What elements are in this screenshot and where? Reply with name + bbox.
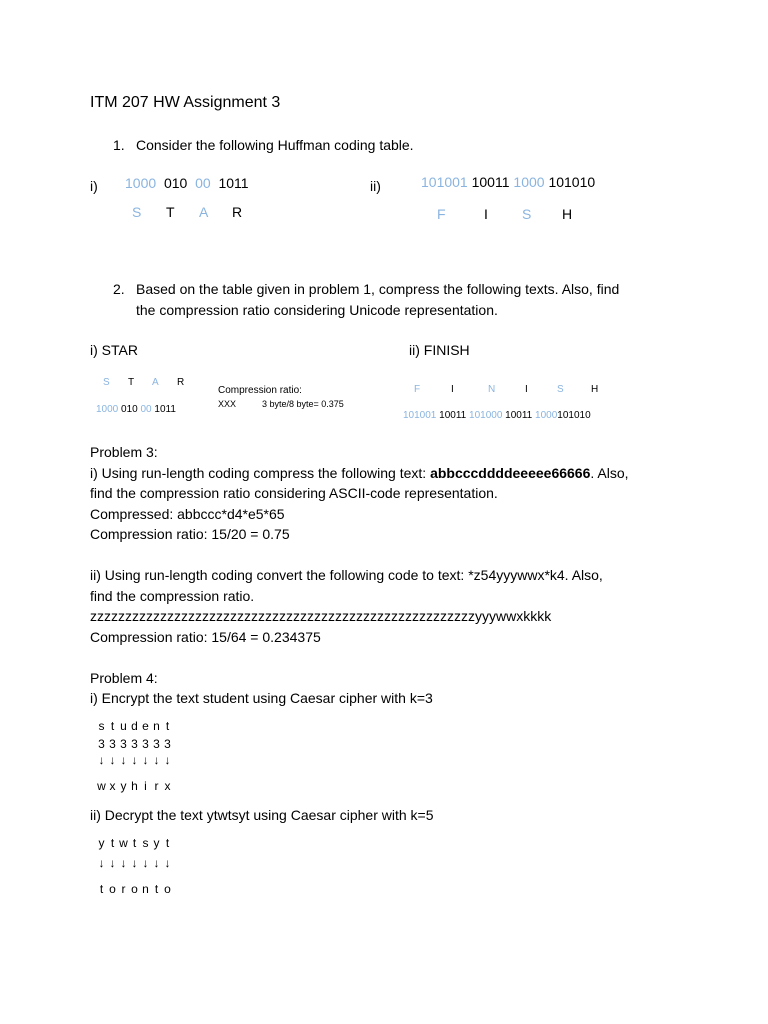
char: t (132, 836, 137, 850)
code-4: 101010 (548, 174, 596, 190)
char: y (153, 836, 160, 850)
char: r (121, 882, 126, 896)
code-3: 00 (140, 404, 152, 415)
q1-ii-letter-h: H (562, 206, 573, 222)
p4-ii-arrow-row (96, 857, 173, 869)
char: y (120, 779, 127, 793)
arrow-down-icon: ↓ (120, 753, 127, 767)
p4-i-plain-row (96, 719, 173, 733)
char: o (109, 882, 116, 896)
arrow-down-icon: ↓ (120, 856, 127, 870)
code-4: 1011 (154, 404, 176, 415)
char: o (131, 882, 138, 896)
char: n (153, 719, 160, 733)
char: t (110, 719, 115, 733)
char: t (165, 719, 170, 733)
arrow-down-icon: ↓ (142, 856, 149, 870)
q1-i-letter-s: S (132, 204, 142, 220)
char: h (131, 779, 138, 793)
code-3: 1000 (513, 174, 545, 190)
finish-codes (403, 410, 591, 421)
p3-ii-result: zzzzzzzzzzzzzzzzzzzzzzzzzzzzzzzzzzzzzzzzzzzzzzzzzzzzzzzyyywwxkkkk (90, 608, 552, 624)
finish-letter-f: F (414, 384, 421, 395)
q1-ii-letter-i: I (484, 206, 488, 222)
q1-ii-label: ii) (370, 178, 381, 194)
char: x (109, 779, 116, 793)
q1-i-label: i) (90, 178, 98, 194)
code-1: 101001 (403, 410, 437, 421)
char: n (142, 882, 149, 896)
q2-ii-heading: ii) FINISH (409, 342, 470, 358)
p3-i-text: abbcccddddeeeee66666 (430, 464, 591, 481)
arrow-down-icon: ↓ (131, 856, 138, 870)
p3-ratio2: Compression ratio: 15/64 = 0.234375 (90, 628, 321, 645)
spacer (90, 647, 629, 668)
char: x (164, 779, 171, 793)
char: t (154, 882, 159, 896)
code-1: 101001 (421, 174, 468, 190)
key: 3 (131, 737, 138, 751)
star-codes (96, 404, 176, 415)
q1-i-codes (125, 175, 249, 191)
code-2: 10011 (439, 410, 467, 421)
q1-ii-letter-s: S (522, 206, 532, 222)
char: e (142, 719, 149, 733)
finish-letter-i: I (451, 384, 454, 395)
code-1: 1000 (96, 404, 119, 415)
p4-i-cipher-row (96, 779, 173, 793)
key: 3 (109, 737, 116, 751)
char: s (142, 836, 149, 850)
p3-i-line1 (90, 463, 629, 484)
finish-letter-i2: I (525, 384, 528, 395)
code-3: 101000 (469, 410, 503, 421)
star-letter-a: A (152, 377, 159, 388)
ratio-value: 3 byte/8 byte= 0.375 (262, 399, 344, 409)
key: 3 (164, 737, 171, 751)
p3-ii-line1: ii) Using run-length coding convert the following code to text: *z54yyywwx*k4. Also, (90, 567, 603, 583)
key: 3 (98, 737, 105, 751)
p3-heading: Problem 3: (90, 444, 158, 460)
p3-i-prefix: i) Using run-length coding compress the following text: (90, 464, 431, 481)
char: t (99, 882, 104, 896)
code-2: 10011 (471, 174, 510, 190)
p4-i-key-row (96, 737, 173, 751)
p4-heading: Problem 4: (90, 669, 158, 686)
char: o (164, 882, 171, 896)
arrow-down-icon: ↓ (153, 856, 160, 870)
code-1: 1000 (125, 175, 157, 191)
q2-i-heading: i) STAR (90, 342, 138, 358)
code-4: 1011 (218, 175, 249, 191)
arrow-down-icon: ↓ (164, 856, 171, 870)
arrow-down-icon: ↓ (109, 856, 116, 870)
p4-i-arrow-row (96, 754, 173, 766)
arrow-down-icon: ↓ (109, 753, 116, 767)
star-letter-s: S (103, 377, 110, 388)
code-5: 1000 (535, 410, 558, 421)
spacer (90, 545, 629, 566)
p3-ii-line2: find the compression ratio. (90, 587, 255, 604)
char: i (144, 779, 147, 793)
p3-ratio1: Compression ratio: 15/20 = 0.75 (90, 526, 290, 542)
star-letter-r: R (177, 377, 185, 388)
char: y (98, 836, 105, 850)
arrow-down-icon: ↓ (153, 753, 160, 767)
arrow-down-icon: ↓ (164, 753, 171, 767)
p4-ii-cipher-row (96, 836, 173, 850)
arrow-down-icon: ↓ (142, 753, 149, 767)
code-2: 010 (121, 404, 138, 415)
code-3: 00 (195, 175, 211, 191)
q1-ii-letter-f: F (437, 206, 446, 222)
p3-compressed: Compressed: abbccc*d4*e5*65 (90, 505, 285, 522)
arrow-down-icon: ↓ (131, 753, 138, 767)
finish-letter-h: H (591, 384, 599, 395)
char: t (110, 836, 115, 850)
char: u (120, 719, 127, 733)
p4-ii-plain-row (96, 882, 173, 896)
star-letter-t: T (128, 377, 135, 388)
q1-text: Consider the following Huffman coding table. (136, 137, 414, 153)
code-2: 010 (163, 175, 188, 191)
arrow-down-icon: ↓ (98, 753, 105, 767)
finish-letter-s: S (557, 384, 564, 395)
q2-number: 2. (113, 281, 125, 297)
p3-i-suffix: . Also, (590, 464, 629, 481)
key: 3 (153, 737, 160, 751)
p3-i-line2: find the compression ratio considering ASCII-code representation. (90, 485, 498, 501)
ratio-label: Compression ratio: (218, 385, 302, 396)
q1-i-letter-t: T (166, 204, 175, 220)
char: w (119, 836, 128, 850)
q2-line1: Based on the table given in problem 1, compress the following texts. Also, find (136, 281, 620, 297)
problem-3 (90, 442, 629, 709)
q1-ii-codes (421, 174, 595, 190)
char: s (98, 719, 105, 733)
char: r (154, 779, 159, 793)
page-title: ITM 207 HW Assignment 3 (90, 94, 281, 111)
ratio-xxx: XXX (218, 399, 237, 409)
key: 3 (142, 737, 149, 751)
q1-number: 1. (113, 137, 125, 153)
char: w (97, 779, 106, 793)
code-4: 10011 (505, 410, 533, 421)
p4-i-text: i) Encrypt the text student using Caesar cipher with k=3 (90, 690, 433, 706)
q1-i-letter-r: R (232, 204, 243, 220)
code-6: 101010 (557, 410, 591, 421)
finish-letter-n: N (488, 384, 496, 395)
p4-ii-text: ii) Decrypt the text ytwtsyt using Caesar cipher with k=5 (90, 807, 434, 823)
arrow-down-icon: ↓ (98, 856, 105, 870)
q1-i-letter-a: A (199, 204, 209, 220)
q2-line2: the compression ratio considering Unicode representation. (136, 302, 498, 318)
char: t (165, 836, 170, 850)
key: 3 (120, 737, 127, 751)
char: d (131, 719, 138, 733)
